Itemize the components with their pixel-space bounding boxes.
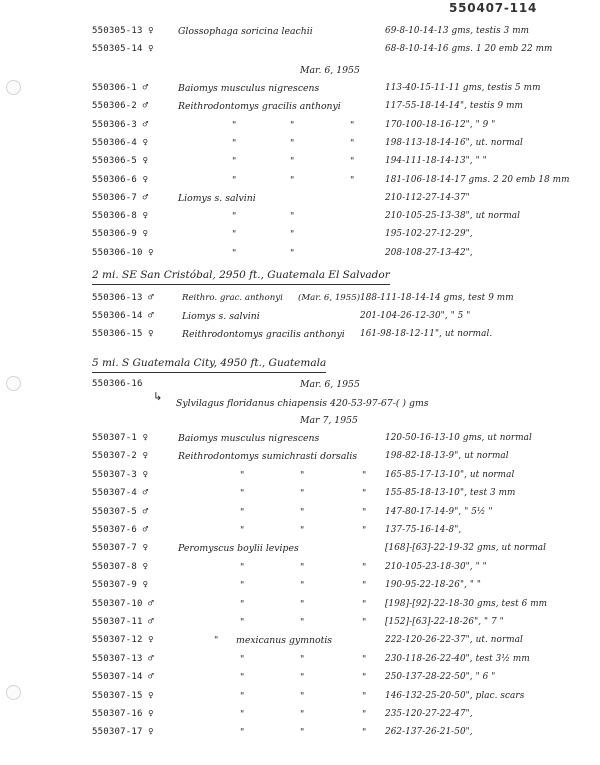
- catalog-number: 550307-7 ♀: [92, 543, 149, 554]
- species-name: Reithrodontomys gracilis anthonyi: [182, 329, 345, 340]
- ditto-mark: ": [290, 247, 295, 259]
- date-heading: [0, 62, 600, 79]
- ditto-mark: ": [240, 598, 245, 610]
- species-name: mexicanus gymnotis: [236, 635, 333, 647]
- species-entry: Sylvilagus floridanus chiapensis 420-53-97-67-( ) gms: [176, 398, 429, 409]
- ditto-mark: ": [362, 672, 367, 684]
- catalog-number: 550307-12 ♀: [92, 635, 154, 646]
- measurements: 146-132-25-20-50", plac. scars: [385, 690, 525, 701]
- catalog-number: 550307-5 ♂: [92, 506, 149, 517]
- catalog-number: 550306-7 ♂: [92, 192, 149, 203]
- specimen-row: [0, 395, 600, 412]
- catalog-number: 550307-15 ♀: [92, 690, 154, 701]
- arrow-icon: ↳: [153, 390, 163, 403]
- ditto-mark: ": [362, 580, 367, 592]
- ditto-mark: ": [362, 488, 367, 500]
- measurements: 117-55-18-14-14", testis 9 mm: [385, 101, 523, 112]
- ditto-mark: ": [300, 617, 305, 628]
- measurements: 190-95-22-18-26", " ": [385, 580, 482, 591]
- ditto-mark: ": [362, 598, 367, 610]
- measurements: 250-137-28-22-50", " 6 ": [385, 672, 496, 683]
- ditto-mark: ": [232, 119, 237, 131]
- measurements: 120-50-16-13-10 gms, ut normal: [385, 433, 532, 443]
- specimen-row: [0, 326, 600, 343]
- ditto-mark: ": [240, 506, 245, 518]
- ditto-mark: ": [300, 727, 305, 739]
- measurements: 262-137-26-21-50",: [385, 727, 473, 738]
- ditto-mark: ": [240, 672, 245, 684]
- species-name: Glossophaga soricina leachii: [178, 26, 313, 37]
- ditto-mark: ": [240, 469, 245, 481]
- specimen-row: [0, 485, 600, 502]
- specimen-row: [0, 504, 600, 521]
- ditto-mark: ": [300, 598, 305, 610]
- catalog-number: 550307-8 ♀: [92, 561, 149, 572]
- ditto-mark: ": [240, 580, 245, 592]
- ditto-mark: ": [290, 211, 295, 223]
- ditto-mark: ": [214, 635, 219, 647]
- ditto-mark: ": [240, 561, 245, 573]
- specimen-row: [0, 577, 600, 594]
- species-name: Reithro. grac. anthonyi: [182, 293, 283, 303]
- catalog-number: 550305-14 ♀: [92, 44, 154, 54]
- specimen-row: [0, 559, 600, 576]
- measurements: 161-98-18-12-11", ut normal.: [360, 329, 493, 339]
- species-name: Reithrodontomys gracilis anthonyi: [178, 101, 341, 113]
- measurements: 198-82-18-13-9", ut normal: [385, 451, 509, 462]
- specimen-row: [0, 651, 600, 668]
- specimen-row: [0, 430, 600, 447]
- ditto-mark: ": [362, 506, 367, 518]
- ditto-mark: ": [300, 469, 305, 481]
- species-name: Liomys s. salvini: [178, 192, 256, 204]
- collection-date: Mar. 6, 1955: [300, 65, 360, 76]
- measurements: [198]-[92]-22-18-30 gms, test 6 mm: [385, 598, 548, 609]
- specimen-row: [0, 540, 600, 557]
- ditto-mark: ": [362, 469, 367, 481]
- specimen-row: [0, 706, 600, 723]
- catalog-number: 550306-5 ♀: [92, 156, 149, 167]
- ditto-mark: ": [290, 156, 295, 168]
- specimen-row: [0, 226, 600, 243]
- ditto-mark: ": [232, 247, 237, 259]
- catalog-number: 550306-14 ♂: [92, 311, 154, 321]
- specimen-row: [0, 614, 600, 631]
- catalog-number: 550307-1 ♀: [92, 433, 149, 443]
- measurements: 68-8-10-14-16 gms. 1 20 emb 22 mm: [385, 44, 553, 54]
- catalog-number: 550307-16 ♀: [92, 709, 154, 719]
- catalog-number: 550306-6 ♀: [92, 174, 149, 185]
- measurements: 201-104-26-12-30", " 5 ": [360, 311, 471, 321]
- ditto-mark: ": [240, 709, 245, 720]
- ditto-mark: ": [362, 653, 367, 665]
- catalog-number: 550307-10 ♂: [92, 598, 154, 609]
- ditto-mark: ": [240, 525, 245, 536]
- ditto-mark: ": [232, 229, 237, 241]
- ditto-mark: ": [350, 119, 355, 131]
- specimen-row: [0, 376, 600, 393]
- specimen-row: [0, 448, 600, 465]
- catalog-number: 550307-4 ♂: [92, 488, 149, 499]
- catalog-number: 550306-10 ♀: [92, 247, 154, 258]
- specimen-row: [0, 596, 600, 613]
- measurements: 155-85-18-13-10", test 3 mm: [385, 488, 516, 499]
- measurements: 170-100-18-16-12", " 9 ": [385, 119, 496, 130]
- specimen-row: [0, 522, 600, 539]
- ditto-mark: ": [300, 488, 305, 500]
- ditto-mark: ": [350, 174, 355, 186]
- ditto-mark: ": [240, 690, 245, 702]
- catalog-number: 550307-6 ♂: [92, 525, 149, 535]
- ditto-mark: ": [232, 211, 237, 223]
- specimen-row: [0, 467, 600, 484]
- ditto-mark: ": [300, 653, 305, 665]
- species-name: Baiomys musculus nigrescens: [178, 433, 320, 444]
- ditto-mark: ": [362, 727, 367, 739]
- specimen-row: [0, 290, 600, 307]
- catalog-number: 550307-9 ♀: [92, 580, 149, 591]
- catalog-number: 550306-8 ♀: [92, 211, 149, 222]
- measurements: 230-118-26-22-40", test 3½ mm: [385, 653, 530, 664]
- measurements: 210-105-25-13-38", ut normal: [385, 211, 521, 222]
- measurements: 235-120-27-22-47",: [385, 709, 473, 719]
- measurements: 188-111-18-14-14 gms, test 9 mm: [360, 293, 514, 303]
- catalog-number: 550307-11 ♂: [92, 617, 154, 627]
- measurements: 194-111-18-14-13", " ": [385, 156, 487, 167]
- specimen-row: [0, 172, 600, 189]
- catalog-number: 550306-1 ♂: [92, 83, 149, 93]
- specimen-row: [0, 80, 600, 97]
- specimen-row: [0, 208, 600, 225]
- ditto-mark: ": [300, 561, 305, 573]
- specimen-row: [0, 23, 600, 40]
- specimen-row: [0, 190, 600, 207]
- catalog-number: 550307-2 ♀: [92, 451, 149, 462]
- catalog-number: 550307-17 ♀: [92, 727, 154, 738]
- specimen-row: [0, 724, 600, 741]
- ditto-mark: ": [362, 617, 367, 628]
- species-name: Baiomys musculus nigrescens: [178, 83, 320, 94]
- ditto-mark: ": [290, 137, 295, 149]
- ditto-mark: ": [300, 506, 305, 518]
- ditto-mark: ": [240, 617, 245, 628]
- ditto-mark: ": [300, 672, 305, 684]
- catalog-number: 550307-14 ♂: [92, 672, 154, 683]
- measurements: 181-106-18-14-17 gms. 2 20 emb 18 mm: [385, 174, 570, 185]
- ditto-mark: ": [290, 119, 295, 131]
- measurements: 147-80-17-14-9", " 5½ ": [385, 506, 493, 517]
- measurements: 113-40-15-11-11 gms, testis 5 mm: [385, 83, 541, 93]
- measurements: [168]-[63]-22-19-32 gms, ut normal: [385, 543, 547, 554]
- catalog-number: 550306-16: [92, 379, 143, 389]
- measurements: 165-85-17-13-10", ut normal: [385, 469, 515, 480]
- ditto-mark: ": [300, 709, 305, 720]
- collection-date: Mar 7, 1955: [300, 415, 358, 426]
- specimen-row: [0, 245, 600, 262]
- locality-heading: 2 mi. SE San Cristóbal, 2950 ft., Guatemala El Salvador: [92, 267, 390, 285]
- catalog-number: 550306-9 ♀: [92, 229, 149, 240]
- ditto-mark: ": [350, 137, 355, 149]
- ditto-mark: ": [290, 229, 295, 241]
- catalog-number: 550306-3 ♂: [92, 119, 149, 130]
- species-name: Liomys s. salvini: [182, 311, 260, 322]
- specimen-row: [0, 632, 600, 649]
- ditto-mark: ": [350, 156, 355, 168]
- measurements: 195-102-27-12-29",: [385, 229, 473, 240]
- catalog-number: 550306-4 ♀: [92, 137, 149, 148]
- measurements: [152]-[63]-22-18-26", " 7 ": [385, 617, 504, 627]
- measurements: 69-8-10-14-13 gms, testis 3 mm: [385, 26, 530, 36]
- catalog-number: 550306-2 ♂: [92, 101, 149, 112]
- measurements: 210-105-23-18-30", " ": [385, 561, 487, 572]
- locality-heading: 5 mi. S Guatemala City, 4950 ft., Guatemala: [92, 355, 326, 373]
- ditto-mark: ": [232, 174, 237, 186]
- ditto-mark: ": [240, 727, 245, 739]
- ditto-mark: ": [362, 561, 367, 573]
- ditto-mark: ": [300, 580, 305, 592]
- specimen-row: [0, 41, 600, 58]
- date-note: (Mar. 6, 1955): [298, 293, 361, 303]
- date-heading: [0, 412, 600, 429]
- ditto-mark: ": [232, 137, 237, 149]
- catalog-number: 550306-15 ♀: [92, 329, 154, 339]
- measurements: 198-113-18-14-16", ut. normal: [385, 137, 523, 148]
- measurements: 208-108-27-13-42",: [385, 247, 473, 258]
- specimen-row: [0, 135, 600, 152]
- catalog-number: 550305-13 ♀: [92, 26, 154, 36]
- specimen-row: [0, 308, 600, 325]
- ditto-mark: ": [300, 525, 305, 536]
- species-name: Reithrodontomys sumichrasti dorsalis: [178, 451, 358, 463]
- specimen-row: [0, 153, 600, 170]
- measurements: 210-112-27-14-37": [385, 192, 470, 203]
- ditto-mark: ": [362, 709, 367, 720]
- catalog-number: 550306-13 ♂: [92, 293, 154, 303]
- catalog-number: 550307-13 ♂: [92, 653, 154, 664]
- ditto-mark: ": [290, 174, 295, 186]
- specimen-row: [0, 117, 600, 134]
- specimen-row: [0, 669, 600, 686]
- ditto-mark: ": [232, 156, 237, 168]
- ditto-mark: ": [362, 525, 367, 536]
- measurements: 222-120-26-22-37", ut. normal: [385, 635, 523, 646]
- ditto-mark: ": [240, 653, 245, 665]
- measurements: 137-75-16-14-8",: [385, 525, 462, 535]
- species-name: Peromyscus boylii levipes: [178, 543, 299, 555]
- ditto-mark: ": [240, 488, 245, 500]
- ditto-mark: ": [362, 690, 367, 702]
- ditto-mark: ": [300, 690, 305, 702]
- page-number: 550407-114: [449, 1, 538, 15]
- specimen-row: [0, 688, 600, 705]
- specimen-row: [0, 98, 600, 115]
- collection-date: Mar. 6, 1955: [300, 379, 360, 390]
- catalog-number: 550307-3 ♀: [92, 469, 149, 480]
